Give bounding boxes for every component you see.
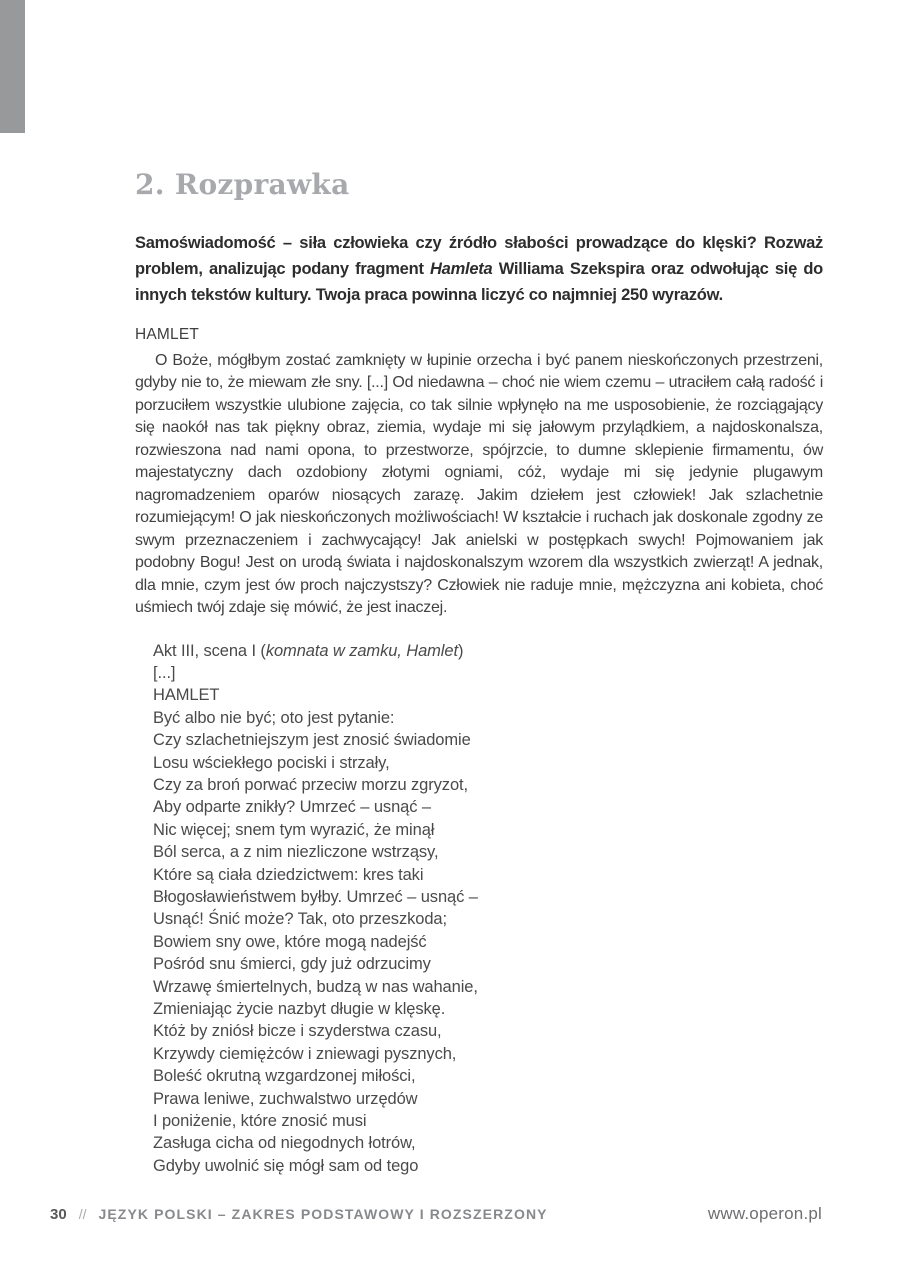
- essay-prompt: [135, 230, 823, 308]
- poem-line: [...]: [153, 663, 176, 682]
- essay-prompt-title-italic: Hamleta: [429, 260, 493, 278]
- speaker-label: HAMLET: [135, 325, 200, 343]
- poem-line: Być albo nie być; oto jest pytanie:: [153, 708, 395, 727]
- poem-line: Prawa leniwe, zuchwalstwo urzędów: [153, 1089, 418, 1108]
- essay-prompt-text-pre: Samoświadomość – siła człowieka czy źródło słabości prowadzące do klęski? Rozważ problem, analizując podany fragment: [135, 234, 823, 278]
- essay-prompt-text-post: Williama Szekspira oraz odwołując się do innych tekstów kultury. Twoja praca powinna liczyć co najmniej 250 wyrazów.: [135, 260, 823, 304]
- poem-line: I poniżenie, które znosić musi: [153, 1112, 367, 1131]
- poem-line: Krzywdy ciemiężców i zniewagi pysznych,: [153, 1044, 457, 1063]
- poem-line: Błogosławieństwem byłby. Umrzeć – usnąć –: [153, 887, 478, 906]
- poem-line: Gdyby uwolnić się mógł sam od tego: [153, 1156, 419, 1175]
- footer-page-number: 30: [50, 1206, 67, 1223]
- poem-line: Losu wściekłego pociski i strzały,: [153, 753, 390, 772]
- poem-line: HAMLET: [153, 686, 220, 705]
- poem-line: Boleść okrutną wzgardzonej miłości,: [153, 1067, 416, 1086]
- footer-separator-slashes: //: [78, 1206, 87, 1222]
- poem-line: Któż by zniósł bicze i szyderstwa czasu,: [153, 1022, 442, 1041]
- poem-line: Czy szlachetniejszym jest znosić świadomie: [153, 731, 471, 750]
- footer-left: [50, 1206, 548, 1223]
- poem-line: Czy za broń porwać przeciw morzu zgryzot,: [153, 775, 468, 794]
- poem-line: Zmieniając życie nazbyt długie w klęskę.: [153, 1000, 446, 1018]
- poem-line: Nic więcej; snem tym wyrazić, że minął: [153, 820, 435, 839]
- poem-line: Usnąć! Śnić może? Tak, oto przeszkoda;: [153, 910, 447, 929]
- poem-line: Bowiem sny owe, które mogą nadejść: [153, 932, 427, 951]
- hamlet-prose-excerpt: O Boże, mógłbym zostać zamknięty w łupinie orzecha i być panem nieskończonych przestrzeni, gdyby nie to, że miewam złe sny. [...] Od niedawna – choć nie wiem czemu – utraciłem całą radość i porzuciłem wszystkie ulubione zajęcia, co tak silnie wpłynęło na me usposobienie, że rozciągający się naokół nas tak piękny obraz, ziemia, wydaje mi się jałowym przylądkiem, a najdoskonalsza, rozwieszona nad nami opona, to przestworze, spójrzcie, to dumne sklepienie firmamentu, ów majestatyczny dach ozdobiony złotymi ogniami, cóż, wydaje mi się jedynie plugawym nagromadzeniem oparów niosących zarazę. Jakim dziełem jest człowiek! Jak szlachetnie rozumiejącym! O jak nieskończonych możliwościach! W kształcie i ruchach jak doskonale zgodny ze swym przeznaczeniem i zachwycający! Jak anielski w postępkach swych! Pojmowaniem jak podobny Bogu! Jest on urodą świata i najdoskonalszym wzorem dla wszystkich zwierząt! A jednak, dla mnie, czym jest ów proch najczystszy? Człowiek nie raduje mnie, mężczyzna ani kobieta, choć uśmiech twój zdaje się mówić, że jest inaczej.: [135, 351, 823, 616]
- page-title: 2. Rozprawka: [135, 168, 350, 201]
- poem-line: Ból serca, a z nim niezliczone wstrząsy,: [153, 843, 439, 862]
- page-corner-marker: [0, 0, 25, 133]
- poem-line: Zasługa cicha od niegodnych łotrów,: [153, 1134, 416, 1153]
- scene-heading-post: ): [457, 641, 464, 660]
- footer-series-title: JĘZYK POLSKI – ZAKRES PODSTAWOWY I ROZSZERZONY: [98, 1206, 548, 1222]
- poem-line: Pośród snu śmierci, gdy już odrzucimy: [153, 955, 431, 974]
- footer-website: www.operon.pl: [707, 1204, 822, 1223]
- poem-line: Które są ciała dziedzictwem: kres taki: [153, 865, 424, 884]
- poem-scene-heading: [153, 640, 823, 662]
- scene-heading-pre: Akt III, scena I (: [153, 641, 266, 660]
- poem-line: Aby odparte znikły? Umrzeć – usnąć –: [153, 798, 431, 817]
- poem-line: Wrzawę śmiertelnych, budzą w nas wahanie,: [153, 977, 478, 996]
- scene-heading-italic: komnata w zamku, Hamlet: [265, 641, 458, 660]
- hamlet-soliloquy: [153, 640, 823, 1178]
- page-content: [135, 0, 823, 1177]
